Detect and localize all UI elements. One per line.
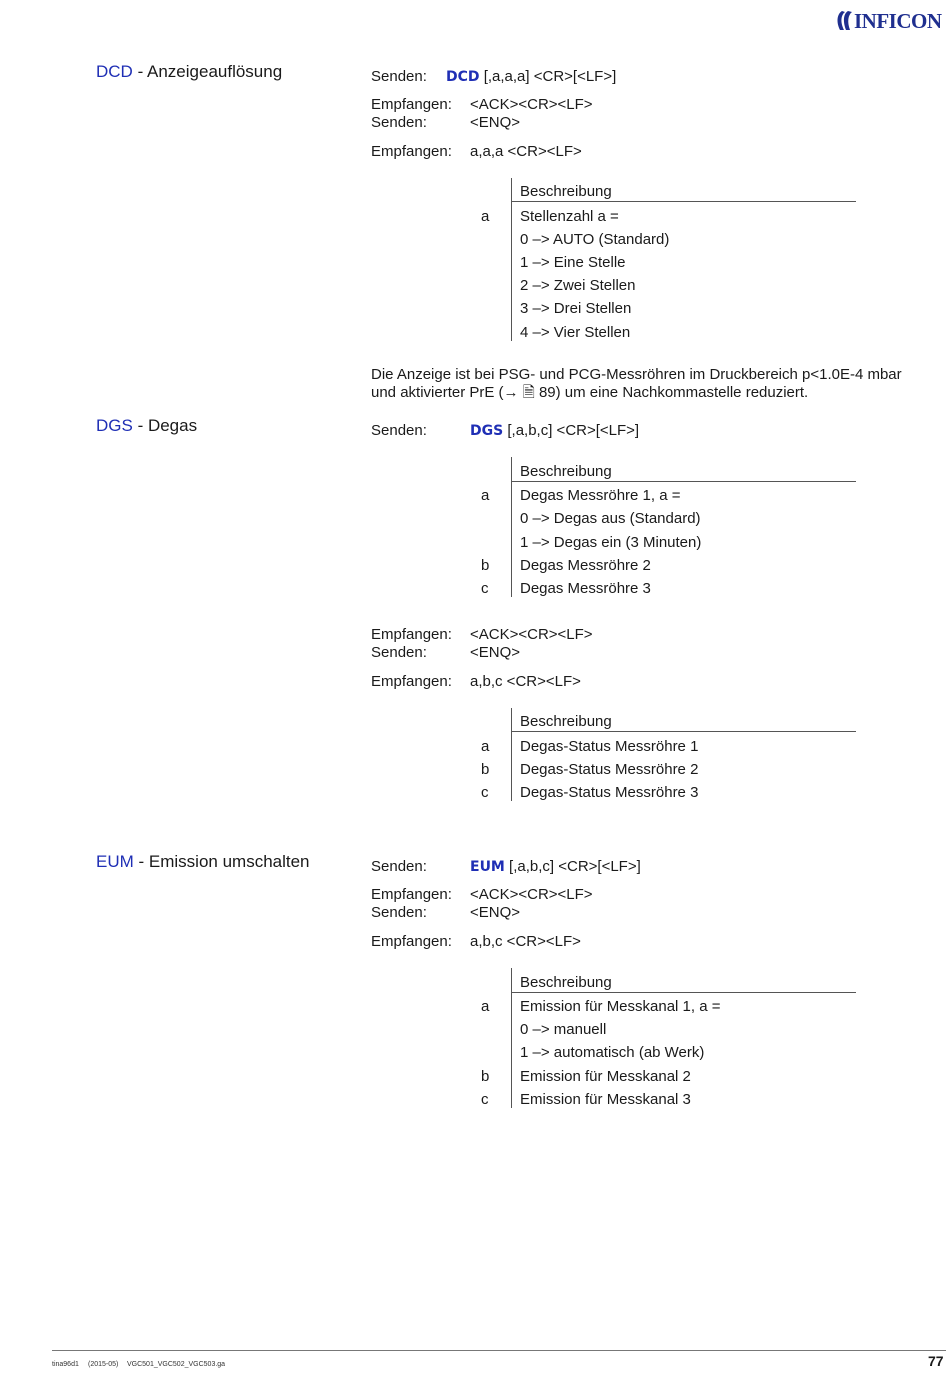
footer-divider: [52, 1350, 946, 1351]
note-text: Die Anzeige ist bei PSG- und PCG-Messröhren im Druckbereich p<1.0E-4 mbar: [371, 366, 902, 383]
send-label: Senden:: [371, 644, 427, 661]
section-title-dcd: [96, 62, 282, 82]
command-title: - Anzeigeauflösung: [132, 62, 283, 81]
table-param: a: [481, 738, 490, 755]
table-param: a: [481, 998, 490, 1015]
receive-value: a,b,c <CR><LF>: [470, 933, 581, 950]
send-command: [470, 858, 641, 876]
receive-ack: <ACK><CR><LF>: [470, 626, 593, 643]
table-desc: Degas-Status Messröhre 1: [520, 738, 699, 755]
send-label: Senden:: [371, 904, 427, 921]
command-args: [,a,a,a] <CR>[<LF>]: [479, 68, 617, 85]
command-title: - Degas: [132, 416, 198, 435]
send-label: Senden:: [371, 858, 427, 875]
receive-label: Empfangen:: [371, 96, 452, 113]
table-param: a: [481, 487, 490, 504]
section-title-dgs: [96, 416, 197, 436]
command-code: DGS: [96, 416, 133, 435]
send-command: [446, 68, 616, 86]
command-code: DCD: [96, 62, 133, 81]
table-desc: Emission für Messkanal 3: [520, 1091, 691, 1108]
table-desc: 0 –> Degas aus (Standard): [520, 510, 701, 527]
table-param: c: [481, 784, 489, 801]
table-param: a: [481, 208, 490, 225]
command-code: EUM: [96, 852, 134, 871]
receive-ack: <ACK><CR><LF>: [470, 886, 593, 903]
receive-value: a,b,c <CR><LF>: [470, 673, 581, 690]
send-command: [470, 422, 639, 440]
table-desc: 3 –> Drei Stellen: [520, 300, 632, 317]
table-header: Beschreibung: [520, 183, 612, 200]
table-desc: Emission für Messkanal 2: [520, 1068, 691, 1085]
command-title: - Emission umschalten: [133, 852, 310, 871]
table-desc: 0 –> AUTO (Standard): [520, 231, 670, 248]
table-desc: Degas Messröhre 2: [520, 557, 651, 574]
table-desc: Degas-Status Messröhre 3: [520, 784, 699, 801]
table-desc: 1 –> Eine Stelle: [520, 254, 626, 271]
command-keyword: EUM: [470, 859, 505, 875]
send-enq: <ENQ>: [470, 644, 521, 661]
send-enq: <ENQ>: [470, 114, 521, 131]
table-param: c: [481, 1091, 489, 1108]
footer-doc-id: tina96d1: [52, 1361, 79, 1368]
table-header: Beschreibung: [520, 713, 612, 730]
table-header: Beschreibung: [520, 463, 612, 480]
inficon-logo-mark-icon: [836, 10, 854, 32]
footer-file: VGC501_VGC502_VGC503.ga: [127, 1361, 226, 1368]
table-desc: 1 –> automatisch (ab Werk): [520, 1044, 705, 1061]
footer-date: (2015-05): [88, 1361, 119, 1368]
table-param: b: [481, 1068, 490, 1085]
receive-label: Empfangen:: [371, 673, 452, 690]
note-text: und aktivierter PrE (→ 🗎 89) um eine Nachkommastelle reduziert.: [371, 384, 809, 401]
send-label: Senden:: [371, 68, 427, 85]
table-desc: Degas-Status Messröhre 2: [520, 761, 699, 778]
section-title-eum: [96, 852, 310, 872]
command-args: [,a,b,c] <CR>[<LF>]: [503, 422, 640, 439]
inficon-logo: [836, 8, 948, 32]
receive-label: Empfangen:: [371, 626, 452, 643]
receive-value: a,a,a <CR><LF>: [470, 143, 582, 160]
table-param: c: [481, 580, 489, 597]
table-desc: 4 –> Vier Stellen: [520, 324, 631, 341]
table-desc: 0 –> manuell: [520, 1021, 607, 1038]
table-desc: Stellenzahl a =: [520, 208, 619, 225]
page-number: 77: [928, 1353, 944, 1369]
table-param: b: [481, 761, 490, 778]
table-desc: Emission für Messkanal 1, a =: [520, 998, 721, 1015]
send-label: Senden:: [371, 422, 427, 439]
receive-ack: <ACK><CR><LF>: [470, 96, 593, 113]
table-header: Beschreibung: [520, 974, 612, 991]
command-args: [,a,b,c] <CR>[<LF>]: [504, 858, 641, 875]
send-label: Senden:: [371, 114, 427, 131]
receive-label: Empfangen:: [371, 143, 452, 160]
table-desc: 2 –> Zwei Stellen: [520, 277, 636, 294]
receive-label: Empfangen:: [371, 933, 452, 950]
logo-text: INFICON: [854, 9, 942, 33]
send-enq: <ENQ>: [470, 904, 521, 921]
receive-label: Empfangen:: [371, 886, 452, 903]
table-desc: 1 –> Degas ein (3 Minuten): [520, 534, 702, 551]
table-param: b: [481, 557, 490, 574]
command-keyword: DGS: [470, 423, 504, 439]
command-keyword: DCD: [446, 69, 480, 85]
table-desc: Degas Messröhre 3: [520, 580, 651, 597]
table-desc: Degas Messröhre 1, a =: [520, 487, 681, 504]
